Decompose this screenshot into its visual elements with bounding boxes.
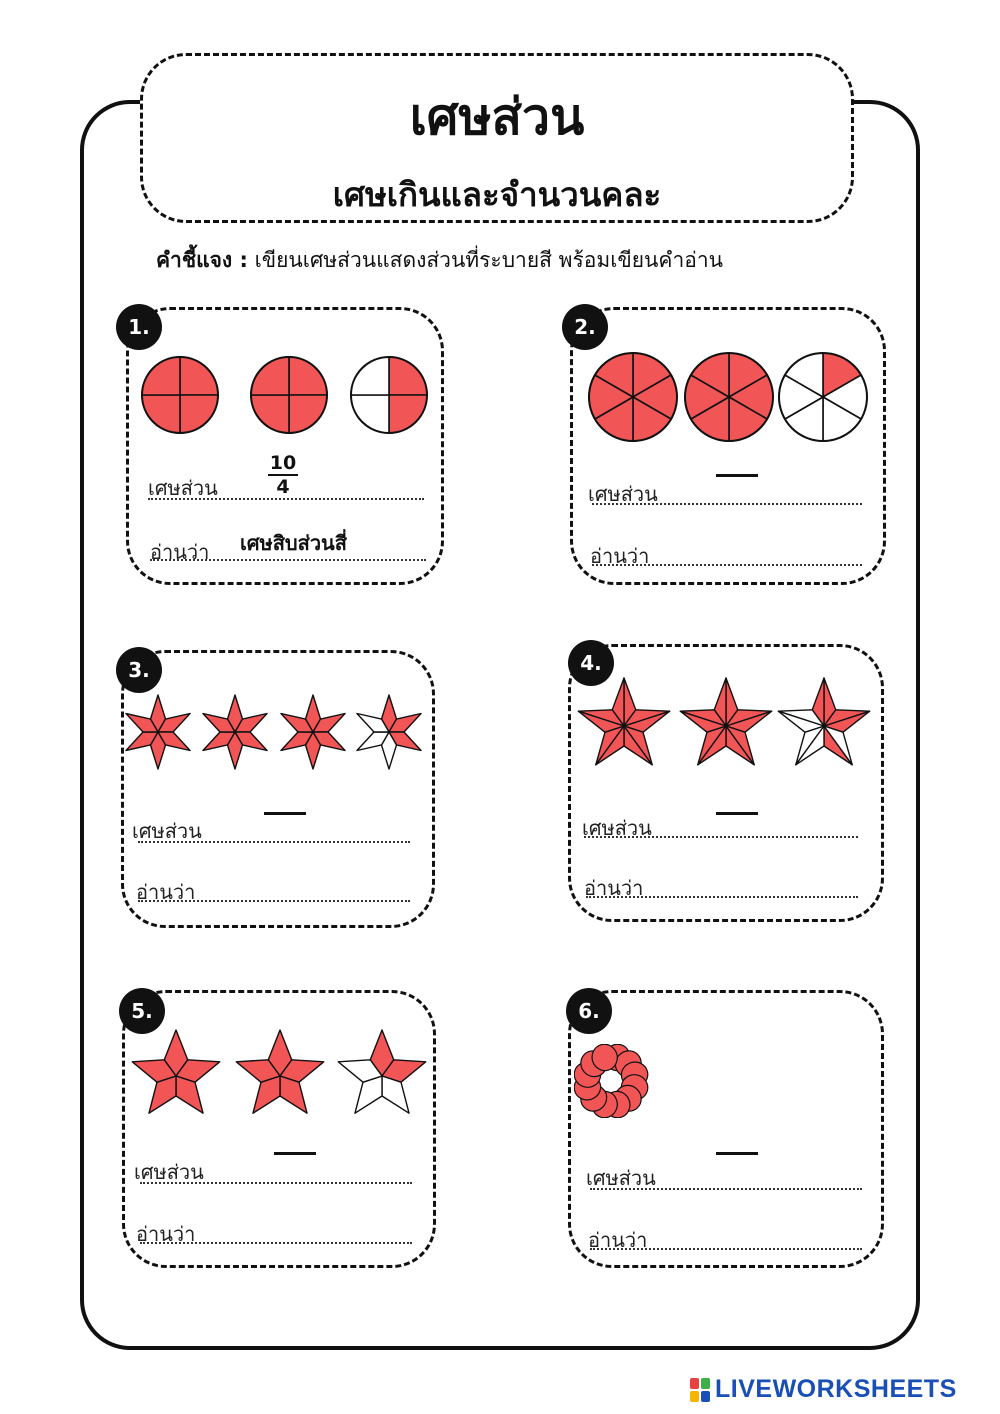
exercise-2-shape-2: [685, 353, 773, 441]
exercise-2-fraction-line[interactable]: [592, 503, 862, 505]
instruction: [156, 244, 723, 277]
exercise-5-shape-3-part: [382, 1076, 409, 1113]
exercise-1-shape-2: [251, 357, 327, 433]
exercise-5-shape-1-part: [176, 1076, 203, 1113]
exercise-1-shape-3: [351, 357, 427, 433]
exercise-5-shape-3-part: [355, 1076, 382, 1113]
exercise-1-reading-label: อ่านว่า: [150, 540, 210, 564]
exercise-1-reading-answer: เศษสิบส่วนสี่: [240, 531, 347, 555]
exercise-6-shapes: [574, 1044, 880, 1118]
exercise-6-reading-label: อ่านว่า: [588, 1228, 648, 1252]
liveworksheets-logo-icon: [690, 1378, 710, 1402]
exercise-2-reading-line[interactable]: [592, 564, 862, 566]
exercise-2-shape-3: [779, 353, 867, 441]
exercise-3-fraction-bar[interactable]: [264, 812, 306, 815]
page-subtitle: เศษเกินและจำนวนคละ: [332, 175, 662, 214]
exercise-3-fraction-label: เศษส่วน: [132, 819, 202, 843]
exercise-5-shape-2-part: [280, 1076, 307, 1113]
exercise-1-shapes: [130, 345, 440, 445]
footer: [690, 1375, 957, 1404]
exercise-1-fraction: [268, 452, 298, 498]
exercise-6-fraction-line[interactable]: [590, 1188, 862, 1190]
exercise-4-number: 4.: [568, 640, 614, 686]
exercise-5-shape-1-part: [149, 1076, 176, 1113]
footer-brand[interactable]: LIVEWORKSHEETS: [715, 1375, 957, 1403]
exercise-1-reading-line[interactable]: [150, 559, 426, 561]
exercise-4-shapes: [574, 674, 878, 772]
instruction-text: เขียนเศษส่วนแสดงส่วนที่ระบายสี พร้อมเขียนคำอ่าน: [254, 248, 724, 272]
exercise-6-number: 6.: [566, 988, 612, 1034]
exercise-4-fraction-line[interactable]: [584, 836, 858, 838]
exercise-1-denominator: 4: [276, 476, 290, 498]
exercise-5-shape-1: [132, 1030, 219, 1113]
exercise-2-fraction-bar[interactable]: [716, 474, 758, 477]
exercise-4-fraction-bar[interactable]: [716, 812, 758, 815]
exercise-2-shape-1: [589, 353, 677, 441]
exercise-5-fraction-label: เศษส่วน: [134, 1160, 204, 1184]
exercise-5-shape-2: [236, 1030, 323, 1113]
exercise-2-fraction-label: เศษส่วน: [588, 482, 658, 506]
exercise-6-fraction-label: เศษส่วน: [586, 1166, 656, 1190]
exercise-4-reading-label: อ่านว่า: [584, 876, 644, 900]
exercise-4-shape-3: [778, 678, 869, 765]
exercise-5-shape-3: [338, 1030, 425, 1113]
exercise-5-shape-2-part: [253, 1076, 280, 1113]
exercise-4-reading-line[interactable]: [586, 896, 858, 898]
title-box: [140, 53, 854, 223]
exercise-3-shape-2: [203, 695, 267, 769]
exercise-1-shape-1: [142, 357, 218, 433]
exercise-5-reading-label: อ่านว่า: [136, 1222, 196, 1246]
exercise-5-reading-line[interactable]: [140, 1242, 412, 1244]
exercise-6-reading-line[interactable]: [590, 1248, 862, 1250]
exercise-4-shape-2: [680, 678, 771, 765]
exercise-3-reading-label: อ่านว่า: [136, 880, 196, 904]
exercise-3-fraction-line[interactable]: [138, 841, 410, 843]
exercise-1-fraction-label: เศษส่วน: [148, 476, 218, 500]
exercise-3-reading-line[interactable]: [138, 900, 410, 902]
exercise-4-fraction-label: เศษส่วน: [582, 816, 652, 840]
exercise-5-number: 5.: [119, 988, 165, 1034]
exercise-4-shape-1: [578, 678, 669, 765]
exercise-1-numerator: 10: [269, 452, 297, 474]
exercise-3-number: 3.: [116, 647, 162, 693]
exercise-5-shapes: [126, 1026, 432, 1120]
exercise-2-shapes: [585, 352, 875, 442]
exercise-1-number: 1.: [116, 304, 162, 350]
exercise-3-shapes: [120, 694, 430, 770]
exercise-6-fraction-bar[interactable]: [716, 1152, 758, 1155]
exercise-3-shape-1: [126, 695, 190, 769]
exercise-3-shape-3: [281, 695, 345, 769]
exercise-6-shape-1: [574, 1044, 651, 1118]
page-title: เศษส่วน: [409, 88, 585, 146]
instruction-label: คำชี้แจง :: [156, 248, 248, 272]
exercise-2-reading-label: อ่านว่า: [590, 544, 650, 568]
exercise-2-number: 2.: [562, 304, 608, 350]
exercise-5-fraction-line[interactable]: [140, 1182, 412, 1184]
exercise-3-shape-4: [357, 695, 421, 769]
exercise-1-fraction-line[interactable]: [148, 498, 424, 500]
exercise-5-fraction-bar[interactable]: [274, 1152, 316, 1155]
